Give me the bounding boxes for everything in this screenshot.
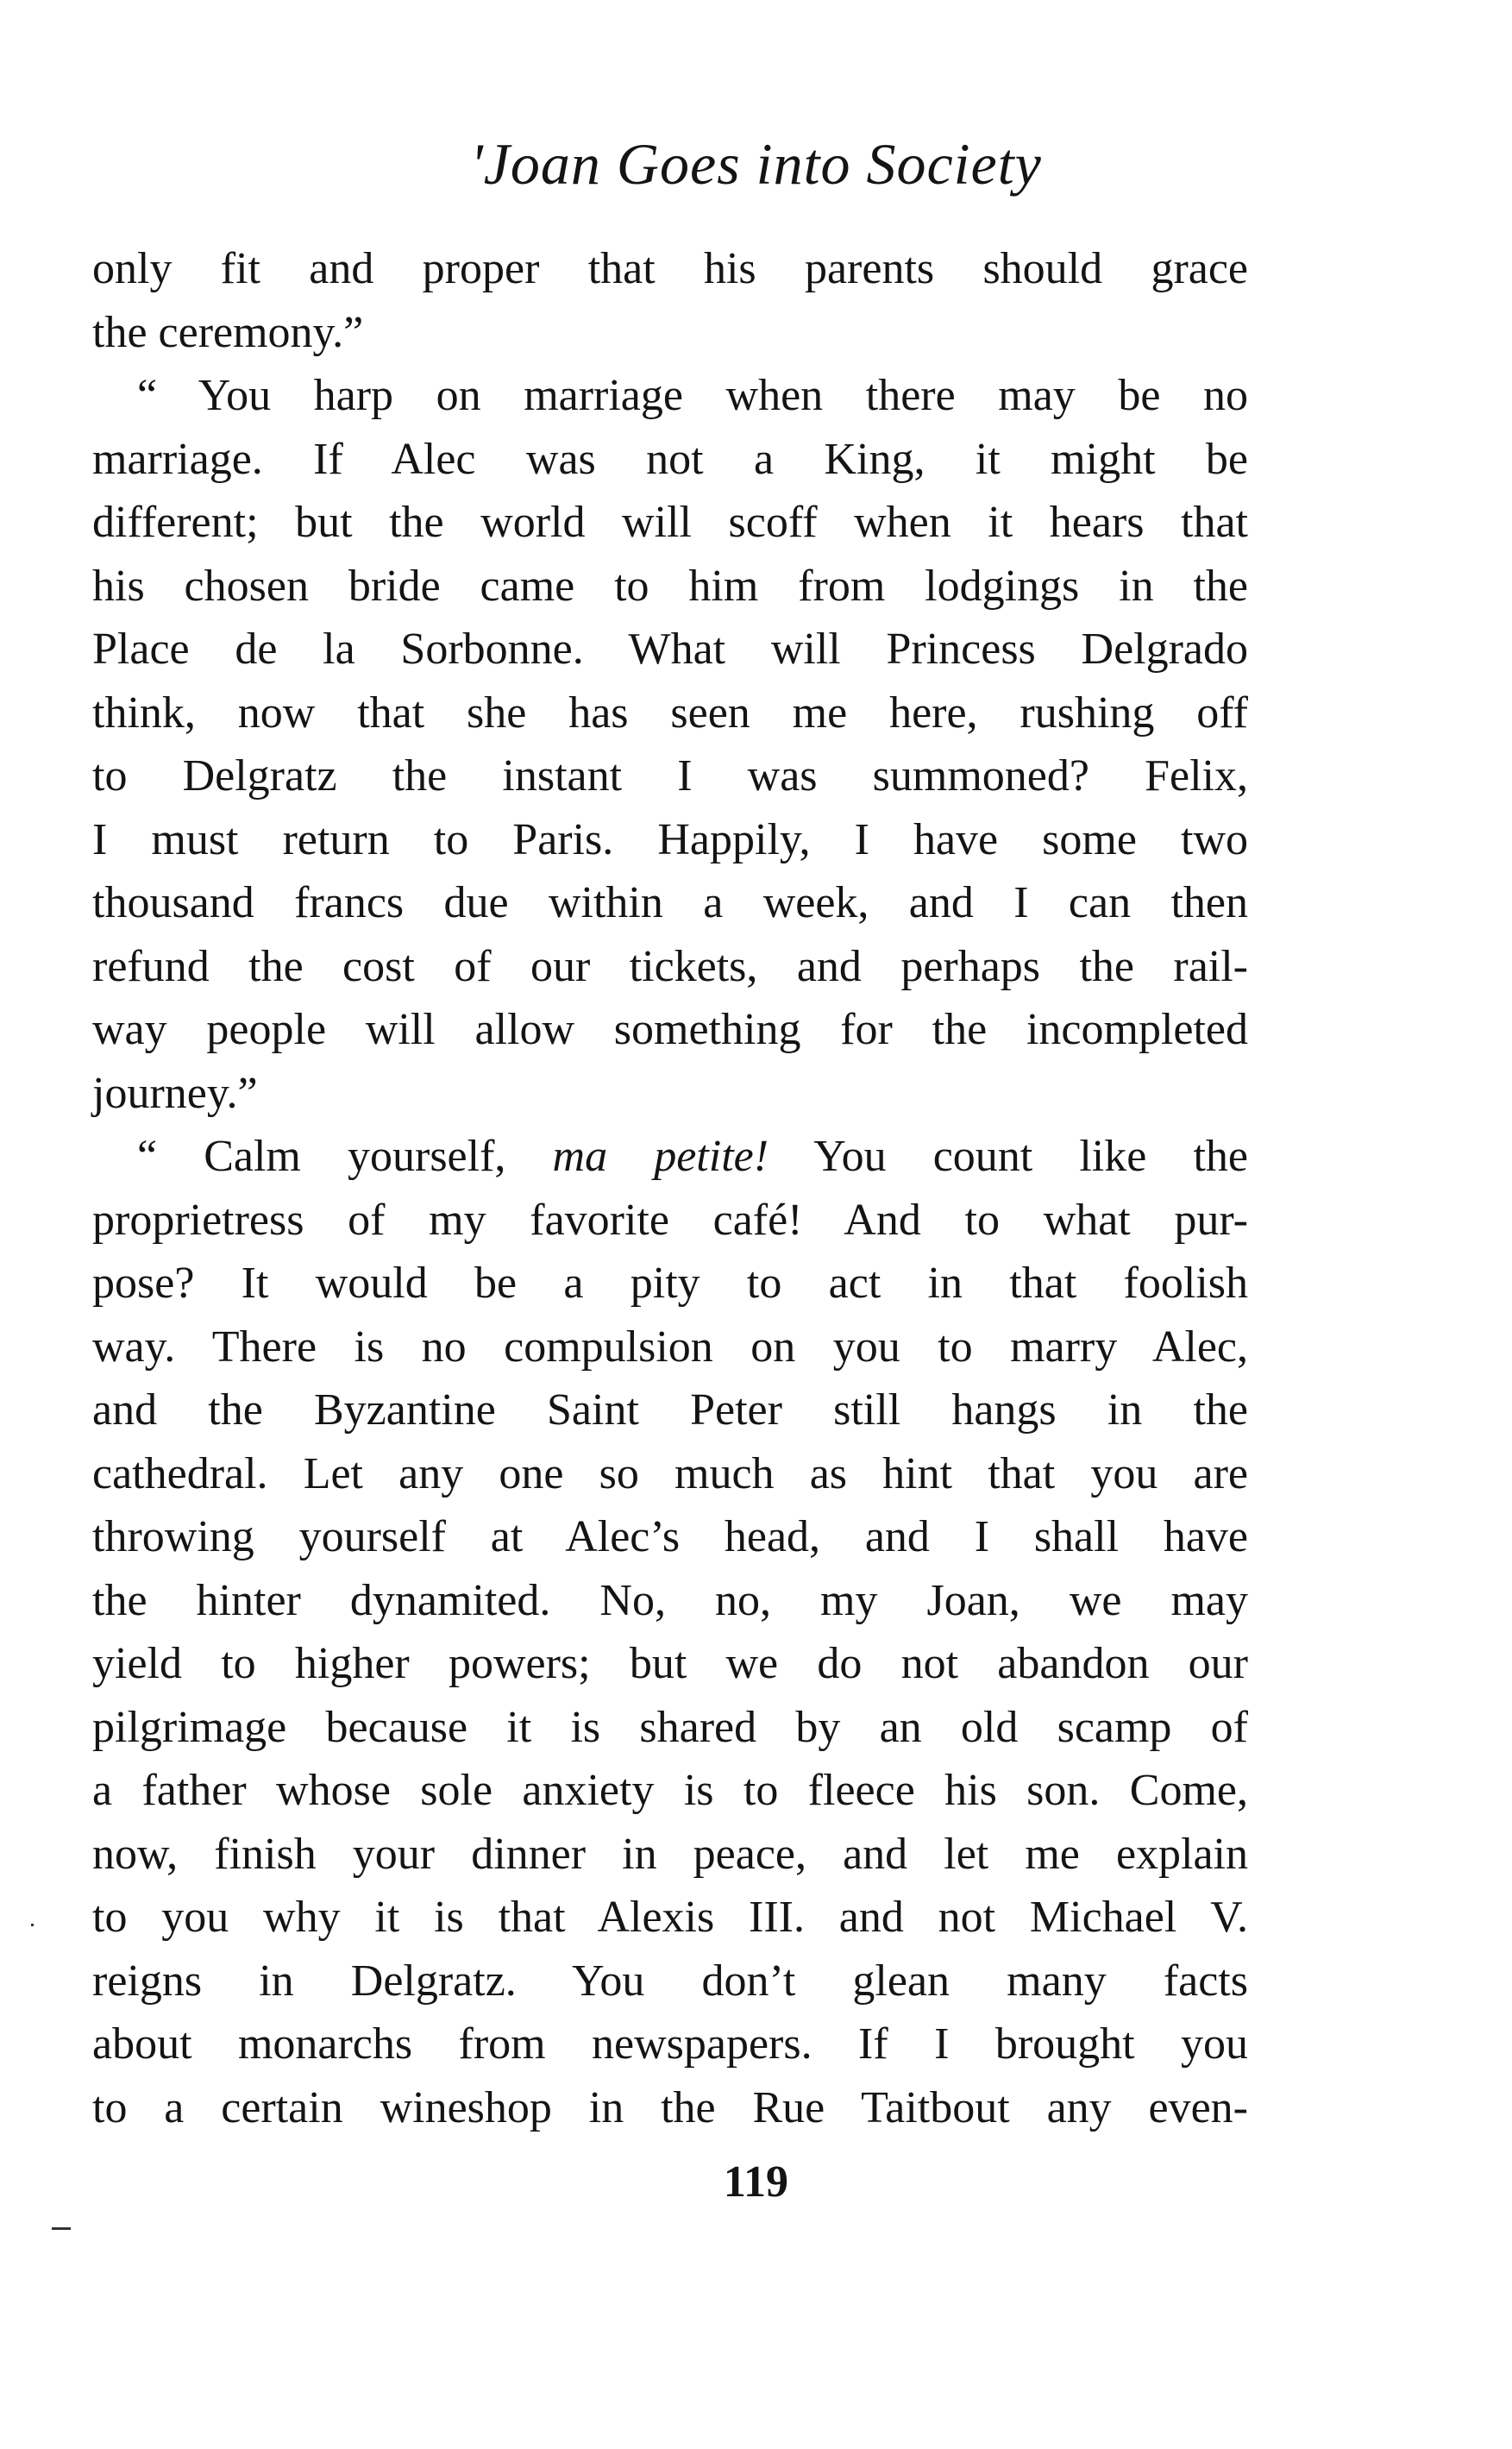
text-line bbox=[92, 555, 1248, 619]
text-segment: pilgrimage because it is shared by an old scamp of bbox=[92, 1702, 1248, 1752]
text-line bbox=[92, 1950, 1248, 2013]
text-line bbox=[92, 808, 1248, 872]
text-segment: to a certain wineshop in the Rue Taitbout any even- bbox=[92, 2082, 1248, 2132]
text-segment: “ You harp on marriage when there may be no bbox=[137, 371, 1248, 420]
text-segment: yield to higher powers; but we do not abandon our bbox=[92, 1639, 1248, 1688]
text-segment: to you why it is that Alexis III. and not Michael V. bbox=[92, 1893, 1248, 1942]
text-line bbox=[92, 1378, 1248, 1442]
text-line bbox=[92, 1823, 1248, 1887]
text-line bbox=[92, 1569, 1248, 1633]
text-line bbox=[92, 1062, 1248, 1126]
text-line bbox=[92, 1505, 1248, 1569]
text-line bbox=[92, 301, 1248, 365]
text-segment: only fit and proper that his parents should grace bbox=[92, 244, 1248, 293]
italic-phrase: ma petite! bbox=[552, 1132, 769, 1181]
text-line bbox=[92, 2076, 1248, 2140]
text-line bbox=[92, 364, 1248, 428]
text-line bbox=[92, 935, 1248, 999]
text-segment: Place de la Sorbonne. What will Princess Delgrado bbox=[92, 625, 1248, 674]
text-segment: the ceremony.” bbox=[92, 307, 364, 357]
text-line bbox=[92, 1759, 1248, 1823]
text-segment: different; but the world will scoff when it hears that bbox=[92, 498, 1248, 547]
text-line bbox=[92, 998, 1248, 1062]
text-line bbox=[92, 1886, 1248, 1950]
text-segment: proprietress of my favorite café! And to what pur- bbox=[92, 1195, 1248, 1245]
text-segment: pose? It would be a pity to act in that foolish bbox=[92, 1259, 1248, 1308]
page-number: 119 bbox=[723, 2157, 789, 2207]
text-line bbox=[92, 428, 1248, 492]
text-segment: You count like the bbox=[769, 1132, 1248, 1181]
text-line bbox=[92, 871, 1248, 935]
text-line bbox=[92, 1125, 1248, 1189]
text-line bbox=[92, 744, 1248, 808]
text-segment: cathedral. Let any one so much as hint that you are bbox=[92, 1448, 1248, 1498]
text-line bbox=[92, 237, 1248, 301]
text-line bbox=[92, 1252, 1248, 1316]
text-segment: way. There is no compulsion on you to marry Alec, bbox=[92, 1322, 1248, 1372]
text-segment: to Delgratz the instant I was summoned? Felix, bbox=[92, 751, 1248, 801]
text-line bbox=[92, 1632, 1248, 1696]
text-line bbox=[92, 1442, 1248, 1506]
text-segment: a father whose sole anxiety is to fleece his son. Come, bbox=[92, 1766, 1248, 1815]
text-line bbox=[92, 2013, 1248, 2076]
text-segment: throwing yourself at Alec’s head, and I shall have bbox=[92, 1512, 1248, 1561]
text-segment: his chosen bride came to him from lodgings in the bbox=[92, 561, 1248, 611]
running-head: 'Joan Goes into Society bbox=[470, 131, 1042, 197]
text-line bbox=[92, 1189, 1248, 1253]
text-segment: the hinter dynamited. No, no, my Joan, we may bbox=[92, 1575, 1248, 1625]
text-segment: marriage. If Alec was not a King, it might be bbox=[92, 434, 1248, 484]
body-text bbox=[92, 237, 1248, 2139]
text-line bbox=[92, 491, 1248, 555]
text-segment: and the Byzantine Saint Peter still hangs in the bbox=[92, 1385, 1248, 1435]
text-segment: I must return to Paris. Happily, I have some two bbox=[92, 814, 1248, 864]
text-line bbox=[92, 1316, 1248, 1379]
text-segment: now, finish your dinner in peace, and let me explain bbox=[92, 1829, 1248, 1879]
scan-speck bbox=[52, 2227, 71, 2230]
text-segment: about monarchs from newspapers. If I brought you bbox=[92, 2019, 1248, 2069]
scan-speck bbox=[31, 1924, 34, 1926]
text-segment: way people will allow something for the incompleted bbox=[92, 1005, 1248, 1054]
text-segment: think, now that she has seen me here, rushing off bbox=[92, 688, 1248, 738]
text-segment: “ Calm yourself, bbox=[137, 1132, 553, 1181]
text-segment: reigns in Delgratz. You don’t glean many facts bbox=[92, 1956, 1248, 2006]
text-segment: refund the cost of our tickets, and perhaps the rail- bbox=[92, 941, 1248, 991]
text-line bbox=[92, 681, 1248, 745]
text-segment: thousand francs due within a week, and I can then bbox=[92, 878, 1248, 927]
text-line bbox=[92, 1696, 1248, 1760]
text-line bbox=[92, 618, 1248, 681]
text-segment: journey.” bbox=[92, 1068, 258, 1118]
